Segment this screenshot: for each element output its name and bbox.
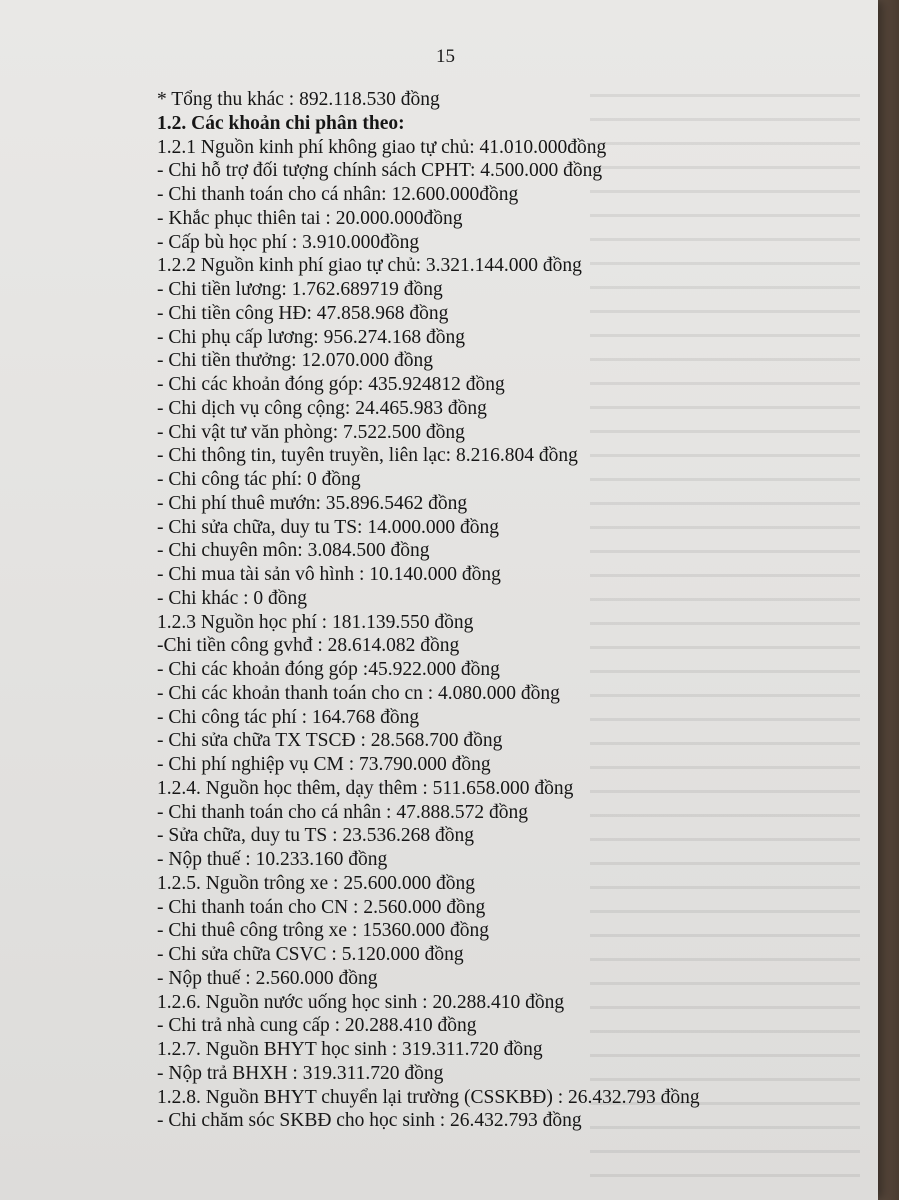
text-line: - Chi công tác phí : 164.768 đồng	[157, 706, 420, 728]
text-line: - Chi thanh toán cho cá nhân : 47.888.572 đồng	[157, 801, 528, 823]
text-line: - Chi chuyên môn: 3.084.500 đồng	[157, 540, 430, 562]
text-line: -Chi tiền công gvhđ : 28.614.082 đồng	[157, 635, 460, 657]
text-line: - Chi các khoản thanh toán cho cn : 4.080.000 đồng	[157, 682, 560, 704]
text-line: - Chi các khoản đóng góp :45.922.000 đồng	[157, 659, 500, 680]
text-line: - Chi mua tài sản vô hình : 10.140.000 đồng	[157, 564, 501, 585]
text-line: - Chi sửa chữa TX TSCĐ : 28.568.700 đồng	[157, 730, 503, 752]
text-line: * Tổng thu khác : 892.118.530 đồng	[157, 89, 440, 110]
text-line: - Chi công tác phí: 0 đồng	[157, 469, 361, 490]
text-line: - Chi hỗ trợ đối tượng chính sách CPHT: 4.500.000 đồng	[157, 160, 603, 182]
text-line: - Chi thanh toán cho CN : 2.560.000 đồng	[157, 896, 486, 918]
text-line: 1.2.1 Nguồn kinh phí không giao tự chủ: 41.010.000đồng	[157, 136, 607, 158]
text-line: - Chi phụ cấp lương: 956.274.168 đồng	[157, 326, 465, 348]
text-line: - Chi phí nghiệp vụ CM : 73.790.000 đồng	[157, 754, 491, 775]
text-line: - Chi sửa chữa, duy tu TS: 14.000.000 đồng	[157, 516, 499, 538]
text-line: - Chi trả nhà cung cấp : 20.288.410 đồng	[157, 1015, 477, 1037]
text-line: 1.2.5. Nguồn trông xe : 25.600.000 đồng	[157, 872, 475, 894]
text-line: - Chi chăm sóc SKBĐ cho học sinh : 26.432.793 đồng	[157, 1110, 582, 1132]
text-line: - Cấp bù học phí : 3.910.000đồng	[157, 231, 420, 253]
text-line: - Chi tiền công HĐ: 47.858.968 đồng	[157, 302, 449, 324]
text-line: - Chi thông tin, tuyên truyền, liên lạc: 8.216.804 đồng	[157, 445, 578, 467]
text-line: - Chi thuê công trông xe : 15360.000 đồng	[157, 920, 490, 942]
text-line: - Nộp trả BHXH : 319.311.720 đồng	[157, 1062, 444, 1084]
text-line: - Chi vật tư văn phòng: 7.522.500 đồng	[157, 421, 465, 443]
text-line: - Khắc phục thiên tai : 20.000.000đồng	[157, 207, 463, 229]
document-body	[157, 88, 857, 1133]
text-line: - Chi phí thuê mướn: 35.896.5462 đồng	[157, 492, 468, 514]
section-heading: 1.2. Các khoản chi phân theo:	[157, 112, 405, 134]
text-line: - Chi các khoản đóng góp: 435.924812 đồng	[157, 374, 505, 395]
text-line: 1.2.6. Nguồn nước uống học sinh : 20.288.410 đồng	[157, 991, 565, 1013]
text-line: - Nộp thuế : 2.560.000 đồng	[157, 967, 378, 989]
text-line: 1.2.4. Nguồn học thêm, dạy thêm : 511.658.000 đồng	[157, 777, 574, 799]
text-line: - Chi sửa chữa CSVC : 5.120.000 đồng	[157, 944, 464, 965]
text-line: - Chi thanh toán cho cá nhân: 12.600.000đồng	[157, 184, 519, 205]
page-number: 15	[436, 46, 455, 67]
text-line: - Chi tiền thưởng: 12.070.000 đồng	[157, 350, 433, 372]
text-line: - Chi tiền lương: 1.762.689719 đồng	[157, 279, 443, 300]
text-line: 1.2.7. Nguồn BHYT học sinh : 319.311.720 đồng	[157, 1039, 543, 1060]
text-line: - Chi dịch vụ công cộng: 24.465.983 đồng	[157, 397, 487, 419]
text-line: 1.2.2 Nguồn kinh phí giao tự chủ: 3.321.144.000 đồng	[157, 255, 582, 277]
text-line: - Nộp thuế : 10.233.160 đồng	[157, 849, 388, 870]
text-line: 1.2.3 Nguồn học phí : 181.139.550 đồng	[157, 611, 474, 633]
text-line: - Sửa chữa, duy tu TS : 23.536.268 đồng	[157, 825, 475, 847]
text-line: 1.2.8. Nguồn BHYT chuyển lại trường (CSSKBĐ) : 26.432.793 đồng	[157, 1086, 700, 1108]
text-line: - Chi khác : 0 đồng	[157, 587, 308, 609]
